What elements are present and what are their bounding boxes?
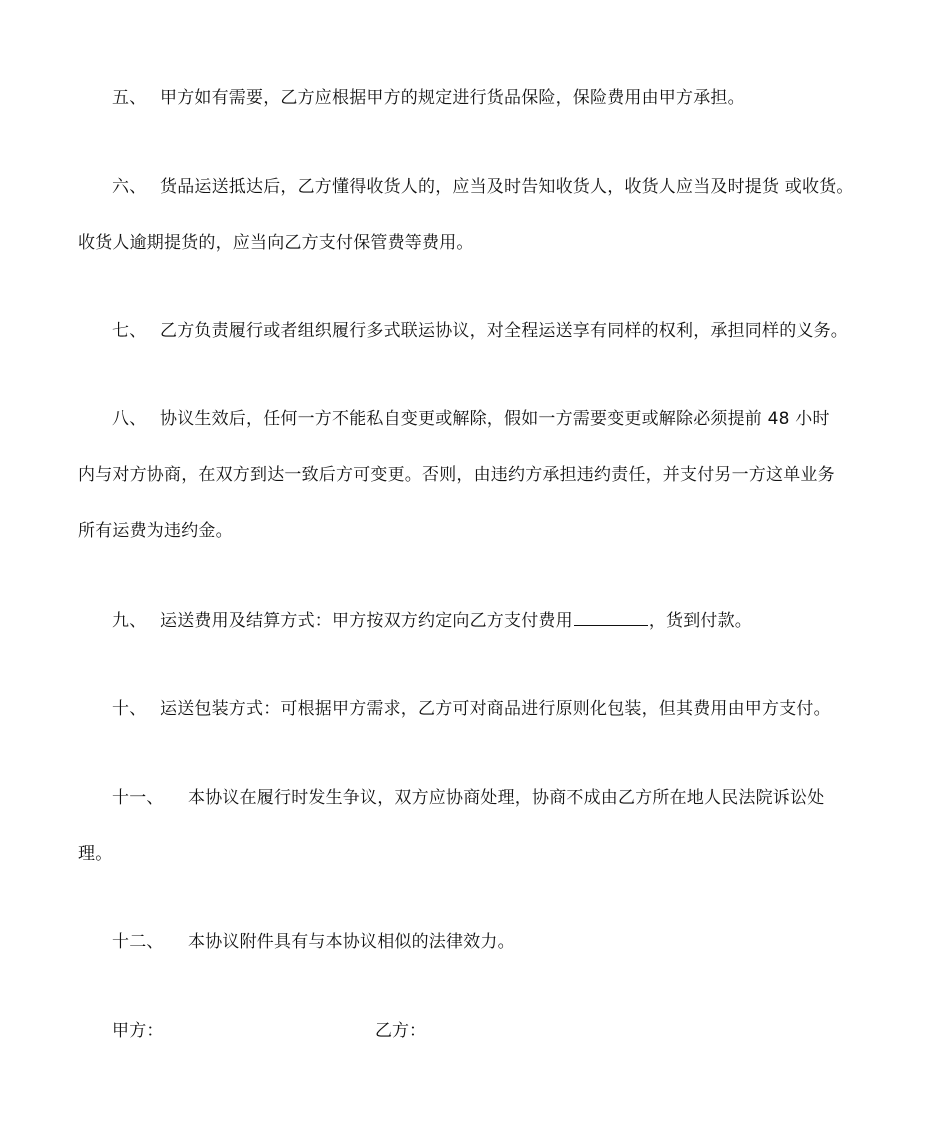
fee-blank-field[interactable] <box>574 609 648 626</box>
clause-number: 十二、 <box>112 932 164 952</box>
clause-text: ，货到付款。 <box>648 611 753 631</box>
clause-9 <box>112 609 752 631</box>
clause-text: 乙方负责履行或者组织履行多式联运协议，对全程运送享有同样的权利，承担同样的义务。 <box>160 321 848 341</box>
clause-text: 本协议在履行时发生争议，双方应协商处理，协商不成由乙方所在地人民法院诉讼处 <box>188 788 825 808</box>
clause-number: 五、 <box>112 88 147 108</box>
clause-number: 十一、 <box>112 788 164 808</box>
clause-8 <box>112 408 830 430</box>
clause-5 <box>112 87 745 109</box>
clause-11 <box>112 787 824 809</box>
clause-text: 甲方如有需要，乙方应根据甲方的规定进行货品保险，保险费用由甲方承担。 <box>160 88 745 108</box>
clause-10 <box>112 698 831 720</box>
clause-text: 运送包装方式：可根据甲方需求，乙方可对商品进行原则化包装，但其费用由甲方支付。 <box>160 699 831 719</box>
clause-11-continued: 理。 <box>78 844 113 864</box>
clause-12 <box>112 931 515 953</box>
clause-text: 本协议附件具有与本协议相似的法律效力。 <box>188 932 515 952</box>
clause-text: 运送费用及结算方式：甲方按双方约定向乙方支付费用 <box>160 611 573 631</box>
clause-number: 七、 <box>112 321 147 341</box>
signature-party-a-label: 甲方： <box>112 1021 164 1041</box>
clause-6-continued: 收货人逾期提货的，应当向乙方支付保管费等费用。 <box>78 233 474 253</box>
clause-number: 六、 <box>112 177 147 197</box>
signature-party-b-label: 乙方： <box>375 1021 426 1041</box>
clause-number: 九、 <box>112 611 147 631</box>
clause-8-continued: 所有运费为违约金。 <box>78 521 233 541</box>
clause-number: 十、 <box>112 699 147 719</box>
clause-text: 货品运送抵达后，乙方懂得收货人的，应当及时告知收货人，收货人应当及时提货 或收货。 <box>160 177 854 197</box>
clause-7 <box>112 320 848 342</box>
clause-number: 八、 <box>112 409 147 429</box>
clause-8-continued: 内与对方协商，在双方到达一致后方可变更。否则，由违约方承担违约责任，并支付另一方这单业务 <box>78 465 835 485</box>
clause-text: 协议生效后，任何一方不能私自变更或解除，假如一方需要变更或解除必须提前 48 小时 <box>160 409 830 429</box>
clause-6 <box>112 176 854 198</box>
